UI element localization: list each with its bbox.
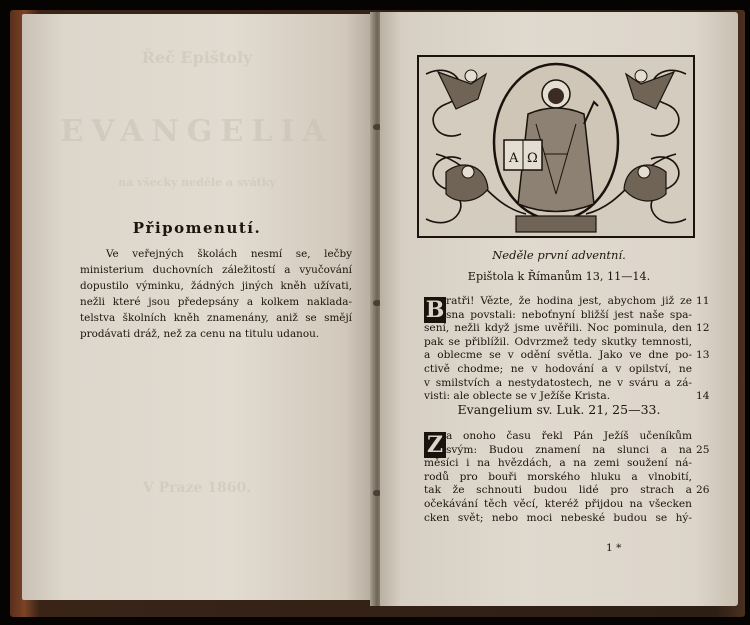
- epistle-reference: Epištola k Římanům 13, 11—14.: [467, 270, 651, 283]
- epistle-line: sna povstali: neboťnyní bližší jest naše spa-: [446, 308, 692, 321]
- left-page: [22, 14, 372, 600]
- gospel-line: měsíci i na hvězdách, a na zemi soužení ná-: [424, 457, 692, 470]
- epistle-verse-numbers: [696, 295, 716, 404]
- epistle-drop-cap: B: [425, 297, 445, 323]
- gospel-line: cken svět; nebo moci nebeské budou se hý-: [424, 511, 692, 524]
- verse-number: [696, 457, 716, 471]
- christ-evangelists-engraving: [416, 54, 696, 239]
- gospel-line: tak že schnouti budou lidé pro strach a: [424, 484, 692, 497]
- verse-number: [696, 377, 716, 391]
- epistle-text: [424, 295, 692, 404]
- signature-mark: 1 *: [606, 542, 622, 554]
- notice-line: ministerium duchovních záležitostí a vyučování: [80, 264, 352, 276]
- verse-number: 11: [696, 295, 710, 307]
- svg-text:Ω: Ω: [527, 151, 538, 166]
- svg-text:A: A: [509, 151, 519, 166]
- gospel-reference: Evangelium sv. Luk. 21, 25—33.: [457, 402, 661, 417]
- verse-number: [696, 498, 716, 512]
- notice-line: Ve veřejných školách nesmí se, lečby: [106, 248, 352, 260]
- notice-line: prodávati dráž, než za cenu na titulu udanou.: [80, 328, 320, 340]
- notice-heading: Připomenutí.: [132, 219, 262, 237]
- verse-number: 13: [696, 349, 710, 362]
- epistle-line: ratři! Vězte, že hodina jest, abychom již ze: [446, 295, 692, 307]
- verse-number: 26: [696, 484, 710, 497]
- gospel-verse-numbers: [696, 430, 716, 525]
- gospel-drop-cap: Z: [424, 432, 446, 458]
- verse-number: 12: [696, 322, 710, 335]
- gospel-line: rodů pro bouři morského hluku a vlnobití,: [424, 470, 692, 483]
- epistle-line: sení, nežli když jsme uvěřili. Noc pominula, den: [424, 322, 692, 335]
- notice-line: nežli které jsou předepsány a kolkem naklada-: [80, 296, 352, 308]
- gospel-line: a onoho času řekl Pán Ježíš učeníkům: [446, 430, 692, 442]
- epistle-line: pak se přiblížil. Odvrzmež tedy skutky temnosti,: [424, 335, 692, 348]
- bleed-through-title: EVANGELIA: [60, 114, 334, 149]
- notice-paragraph: [80, 246, 352, 342]
- notice-line: dopustilo výminku, žádných jiných kněh užívati,: [80, 280, 352, 292]
- bleed-through-line: na všecky neděle a svátky: [118, 176, 276, 189]
- verse-number: [696, 363, 716, 377]
- epistle-line: a oblecme se v odění světla. Jako ve dne po-: [424, 349, 692, 362]
- gospel-line: svým: Budou znamení na slunci a na: [446, 443, 692, 456]
- bleed-through-footer: V Praze 1860.: [142, 480, 252, 496]
- verse-number: [696, 430, 716, 444]
- epistle-line: visti: ale oblecte se v Ježíše Krista.: [424, 390, 611, 403]
- gospel-text: [424, 430, 692, 525]
- notice-line: telstva školních kněh znamenány, aniž se smějí: [80, 312, 352, 324]
- bleed-through-header: Řeč Epištoly: [141, 48, 253, 67]
- sunday-title: Neděle první adventní.: [492, 248, 626, 262]
- epistle-line: ctivě chodme; ne v hodování a v opilství, ne: [424, 362, 692, 375]
- gospel-line: očekávání těch věcí, kteréž přijdou na všecken: [424, 497, 692, 510]
- verse-number: [696, 471, 716, 485]
- verse-number: [696, 309, 716, 323]
- epistle-line: v smilstvích a nestydatostech, ne v sváru a zá-: [424, 376, 692, 389]
- right-page: [380, 12, 738, 606]
- verse-number: 14: [696, 390, 710, 403]
- verse-number: [696, 512, 716, 526]
- verse-number: 25: [696, 443, 710, 456]
- verse-number: [696, 336, 716, 350]
